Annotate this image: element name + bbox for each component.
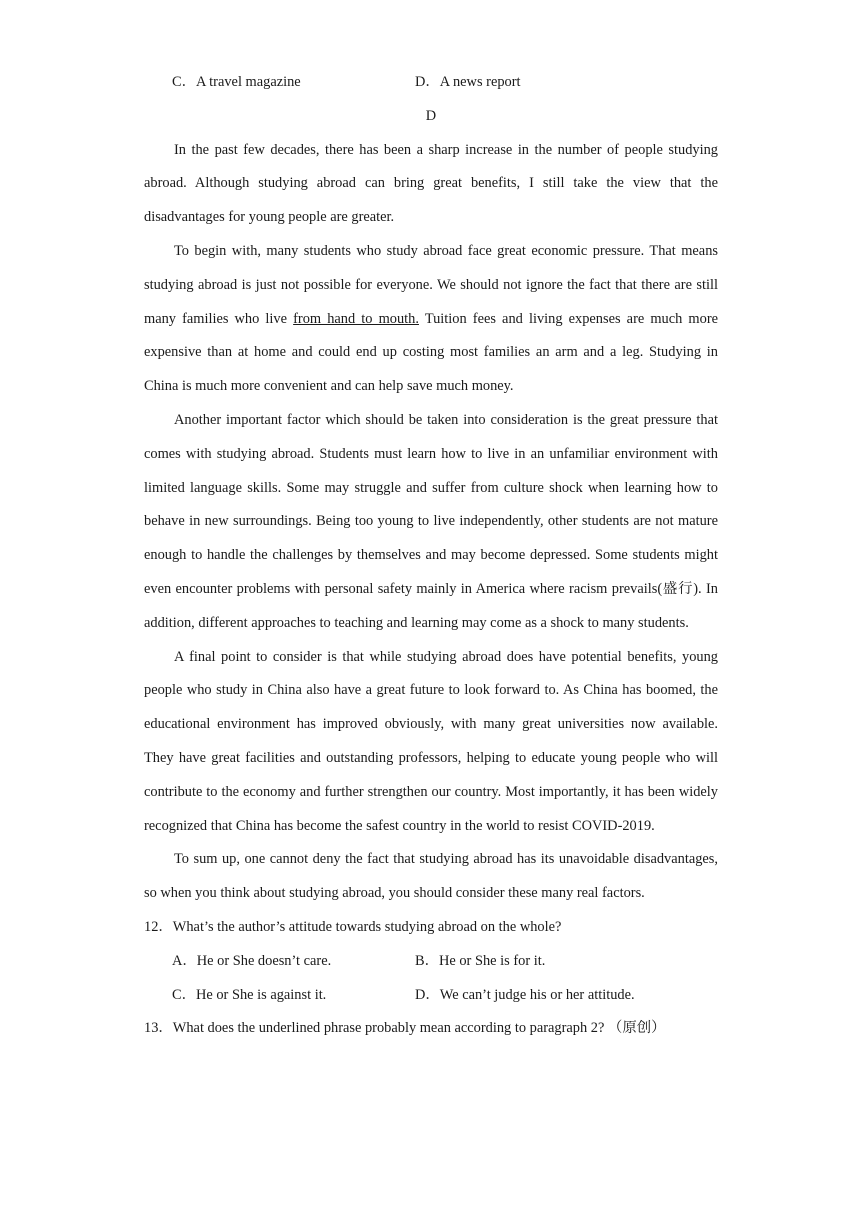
q12-option-c[interactable]: C．He or She is against it. — [172, 986, 327, 1003]
passage-paragraph-1: In the past few decades, there has been a sharp increase in the number of people studying abroad. Although studying abroad can bring great benefits, I still take the view that the disadvantages for young people are greater. — [144, 141, 718, 226]
passage-paragraph-3: Another important factor which should be taken into consideration is the great pressure that comes with studying abroad. Students must learn how to live in an unfamiliar environment with limited language skills. Some may struggle and suffer from culture shock when learning how to behave in new surroundings. Being too young to live independently, other students are not mature enough to handle the challenges by themselves and may become depressed. Some students might even encounter problems with personal safety mainly in America where racism prevails(盛行). In addition, different approaches to teaching and learning may come as a shock to many students. — [144, 411, 718, 631]
q12-option-d[interactable]: D．We can’t judge his or her attitude. — [415, 986, 635, 1003]
option-c: C．A travel magazine — [172, 74, 301, 90]
question-13-stem: 13．What does the underlined phrase probably mean according to paragraph 2? （原创） — [144, 1020, 666, 1037]
passage-paragraph-2 — [144, 235, 718, 404]
paragraph-2-text-end: Tuition fees and living expenses are much more expensive than at home and could end up costing most families an arm and a leg. Studying in China is much more convenient and can help save much money. — [144, 310, 719, 395]
q12-option-a[interactable]: A．He or She doesn’t care. — [172, 952, 332, 969]
option-d: D．A news report — [415, 74, 521, 90]
question-12-stem: 12．What’s the author’s attitude towards studying abroad on the whole? — [144, 918, 562, 935]
q12-option-b[interactable]: B．He or She is for it. — [415, 952, 546, 969]
passage-paragraph-4: A final point to consider is that while studying abroad does have potential benefits, young people who study in China also have a great future to look forward to. As China has boomed, the educational environment has improved obviously, with many great universities now available. They have great facilities and outstanding professors, helping to educate young people who will contribute to the economy and further strengthen our country. Most importantly, it has been widely recognized that China has become the safest country in the world to resist COVID-2019. — [144, 648, 718, 834]
question-12-options-row-1 — [144, 945, 718, 979]
question-12-options-row-2 — [144, 979, 718, 1013]
underlined-phrase: from hand to mouth. — [293, 310, 419, 327]
document-page — [144, 66, 718, 1046]
paragraph-2-text-start: To begin with, many students who study abroad face great economic pressure. That means studying abroad is just not possible for everyone. We should not ignore the fact that there are still many families who live — [144, 242, 718, 327]
prev-question-options — [144, 66, 718, 100]
section-heading: D — [425, 107, 437, 124]
passage-paragraph-5: To sum up, one cannot deny the fact that studying abroad has its unavoidable disadvantages, so when you think about studying abroad, you should consider these many real factors. — [144, 851, 718, 902]
